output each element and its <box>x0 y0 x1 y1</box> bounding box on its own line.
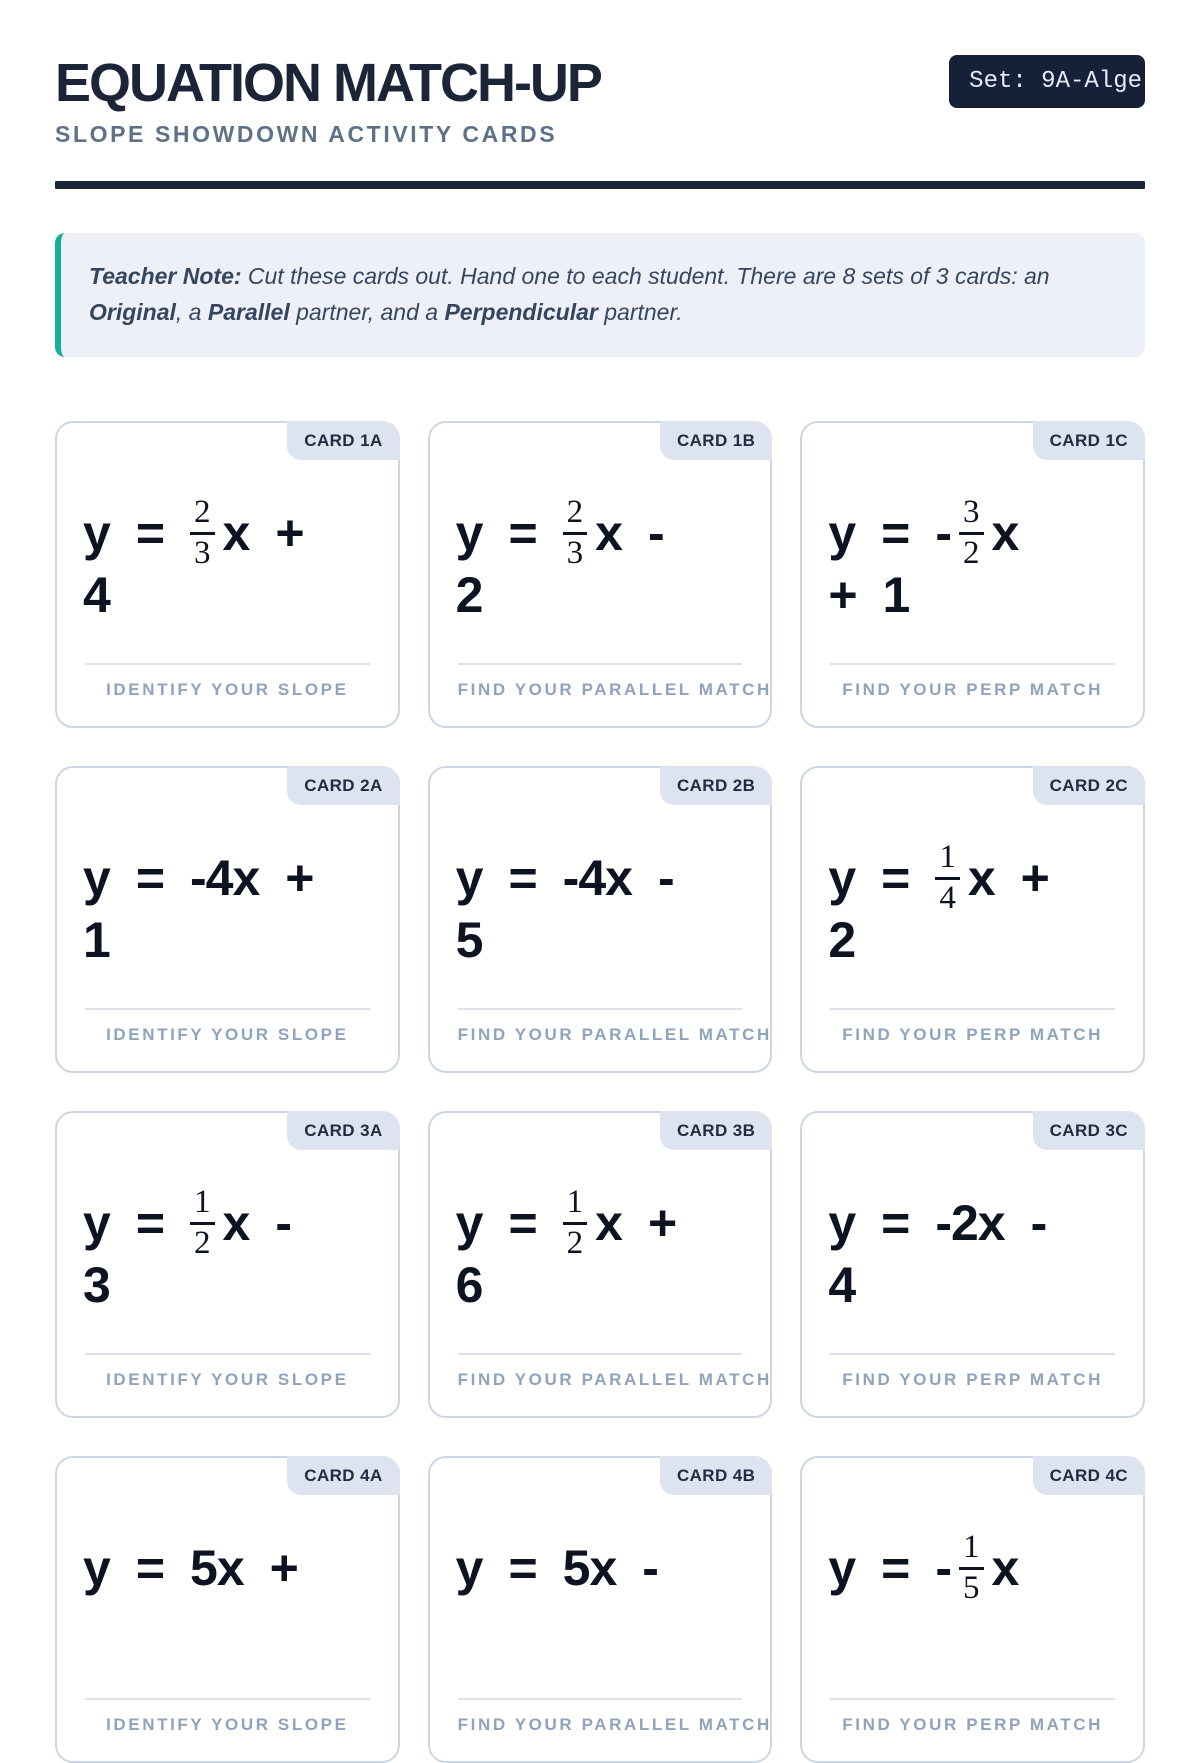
fraction-term <box>190 1186 249 1260</box>
equation-line <box>828 1192 1117 1254</box>
fraction-denominator: 4 <box>939 879 956 916</box>
equation-line <box>456 1537 745 1599</box>
card-equation <box>828 494 1117 626</box>
card <box>800 766 1145 1073</box>
fraction-denominator: 2 <box>963 534 980 571</box>
equation-term: 6 <box>455 1257 483 1314</box>
card-footer <box>457 1698 772 1735</box>
fraction-numerator: 1 <box>194 1184 211 1221</box>
card-badge: CARD 1A <box>287 421 399 460</box>
equation-term: 3 <box>83 1257 110 1314</box>
equation-term: - <box>657 850 674 907</box>
card-equation <box>456 847 745 971</box>
card-footer-label: IDENTIFY YOUR SLOPE <box>106 1025 349 1045</box>
card-footer-label: FIND YOUR PARALLEL MATCH <box>457 1025 772 1045</box>
card <box>428 1111 773 1418</box>
fraction-variable: x <box>222 505 250 562</box>
fraction-numerator: 1 <box>566 1184 584 1221</box>
equation-line <box>456 564 745 626</box>
fraction-numerator: 2 <box>194 494 211 531</box>
card-footer <box>830 1353 1115 1390</box>
equation-line <box>828 1529 1117 1606</box>
equation-term: -4x <box>190 850 260 907</box>
header <box>55 0 1145 148</box>
card-footer-label: IDENTIFY YOUR SLOPE <box>106 680 349 700</box>
card <box>800 421 1145 728</box>
note-bold-text: Parallel <box>207 299 290 326</box>
equation-line <box>456 909 745 971</box>
equation-term: - <box>647 505 664 562</box>
card-footer-label: IDENTIFY YOUR SLOPE <box>106 1370 349 1390</box>
set-badge: Set: 9A-Alge <box>949 55 1145 108</box>
fraction <box>563 1186 588 1260</box>
equation-line <box>83 564 372 626</box>
equation-line <box>83 909 372 971</box>
card-footer-label: FIND YOUR PARALLEL MATCH <box>457 1715 772 1735</box>
equation-term: - <box>1030 1195 1047 1252</box>
equation-term: 4 <box>828 1257 856 1314</box>
equation-line <box>828 564 1117 626</box>
card-equation <box>83 1184 372 1316</box>
card-badge: CARD 4B <box>660 1456 772 1495</box>
equation-line <box>455 1184 745 1261</box>
equation-term: = <box>508 1195 537 1252</box>
fraction <box>563 496 588 570</box>
fraction-variable: x <box>595 1195 622 1252</box>
fraction-term <box>563 496 622 570</box>
note-bold-text: Perpendicular <box>444 299 598 326</box>
equation-line <box>83 847 372 909</box>
equation-term: 2 <box>455 567 483 624</box>
equation-term: + <box>285 850 314 907</box>
fraction-sign: - <box>935 1540 951 1597</box>
page-title: EQUATION MATCH-UP <box>55 53 601 113</box>
equation-term: = <box>508 850 537 907</box>
fraction-variable: x <box>991 505 1019 562</box>
fraction <box>190 1186 215 1260</box>
equation-line <box>456 847 745 909</box>
equation-term: 1 <box>83 912 110 969</box>
equation-term: y <box>83 505 110 562</box>
fraction-numerator: 3 <box>963 494 980 531</box>
equation-term: = <box>508 505 537 562</box>
card-footer <box>830 1008 1115 1045</box>
header-rule <box>55 181 1145 189</box>
equation-term: = <box>881 850 910 907</box>
card-badge: CARD 2A <box>287 766 399 805</box>
card-badge: CARD 4A <box>287 1456 399 1495</box>
note-text: , a <box>175 299 208 326</box>
card-footer <box>457 1008 772 1045</box>
equation-term: = <box>881 505 910 562</box>
header-titles <box>55 54 601 148</box>
card-equation <box>828 1529 1117 1606</box>
fraction-denominator: 2 <box>194 1224 211 1261</box>
note-text: partner, and a <box>289 299 445 326</box>
card-badge: CARD 3A <box>287 1111 399 1150</box>
equation-term: 4 <box>83 567 110 624</box>
equation-term: 5x <box>562 1540 617 1597</box>
equation-line <box>828 1254 1117 1316</box>
fraction-numerator: 1 <box>963 1529 980 1566</box>
card-badge: CARD 1C <box>1033 421 1145 460</box>
card-equation <box>83 1537 372 1599</box>
equation-line <box>83 494 372 571</box>
fraction-denominator: 5 <box>963 1569 980 1606</box>
card <box>800 1111 1145 1418</box>
card-equation <box>828 1192 1117 1316</box>
equation-term: 2 <box>828 912 856 969</box>
equation-term: 1 <box>882 567 910 624</box>
card <box>55 1111 400 1418</box>
fraction-denominator: 3 <box>194 534 211 571</box>
card-footer-label: FIND YOUR PERP MATCH <box>842 1025 1104 1045</box>
card-footer <box>830 1698 1115 1735</box>
fraction-denominator: 3 <box>566 534 584 571</box>
card-footer <box>85 1008 370 1045</box>
equation-term: y <box>83 1195 110 1252</box>
equation-term: + <box>828 567 857 624</box>
cards-grid <box>55 421 1145 1763</box>
card-footer <box>457 663 772 700</box>
equation-line <box>828 839 1117 916</box>
equation-term: + <box>269 1540 298 1597</box>
card-equation <box>456 1537 745 1599</box>
card-badge: CARD 3B <box>660 1111 772 1150</box>
equation-line <box>83 1537 372 1599</box>
equation-term: = <box>508 1540 537 1597</box>
equation-line <box>455 494 745 571</box>
note-text: Cut these cards out. Hand one to each student. There are 8 sets of 3 cards: an <box>241 263 1050 290</box>
fraction-term <box>563 1186 622 1260</box>
equation-term: = <box>881 1540 910 1597</box>
equation-line <box>828 494 1117 571</box>
card-footer <box>85 663 370 700</box>
card <box>428 1456 773 1763</box>
teacher-note-text <box>89 258 1115 330</box>
equation-line <box>456 1254 745 1316</box>
fraction-denominator: 2 <box>566 1224 584 1261</box>
card-badge: CARD 4C <box>1033 1456 1145 1495</box>
card-equation <box>828 839 1117 971</box>
equation-term: y <box>828 850 856 907</box>
note-text: partner. <box>597 299 683 326</box>
fraction-numerator: 2 <box>566 494 584 531</box>
card-badge: CARD 2B <box>660 766 772 805</box>
fraction-variable: x <box>595 505 622 562</box>
equation-term: y <box>828 1195 856 1252</box>
card-badge: CARD 1B <box>660 421 772 460</box>
card-footer-label: FIND YOUR PARALLEL MATCH <box>457 1370 772 1390</box>
equation-term: = <box>135 1195 165 1252</box>
teacher-note <box>55 233 1145 357</box>
equation-term: y <box>828 505 856 562</box>
equation-term: y <box>83 1540 110 1597</box>
card-footer <box>85 1353 370 1390</box>
equation-line <box>83 1254 372 1316</box>
equation-term: + <box>1020 850 1049 907</box>
equation-term: -4x <box>562 850 632 907</box>
fraction-variable: x <box>222 1195 250 1252</box>
equation-term: = <box>881 1195 910 1252</box>
card <box>800 1456 1145 1763</box>
equation-line <box>83 1184 372 1261</box>
card <box>428 766 773 1073</box>
card-footer <box>457 1353 772 1390</box>
card-footer <box>85 1698 370 1735</box>
equation-term: 5x <box>190 1540 244 1597</box>
note-bold-text: Original <box>89 299 176 326</box>
card <box>428 421 773 728</box>
equation-term: y <box>455 505 483 562</box>
card <box>55 421 400 728</box>
card-footer <box>830 663 1115 700</box>
card-badge: CARD 2C <box>1033 766 1145 805</box>
equation-line <box>828 909 1117 971</box>
fraction-variable: x <box>967 850 995 907</box>
note-bold-text: Teacher Note: <box>89 263 242 290</box>
equation-term: + <box>275 505 304 562</box>
equation-term: -2x <box>935 1195 1005 1252</box>
card-footer-label: IDENTIFY YOUR SLOPE <box>106 1715 349 1735</box>
card-footer-label: FIND YOUR PERP MATCH <box>842 680 1104 700</box>
fraction-variable: x <box>991 1540 1019 1597</box>
card-footer-label: FIND YOUR PERP MATCH <box>842 1370 1104 1390</box>
equation-term: - <box>642 1540 658 1597</box>
card <box>55 766 400 1073</box>
equation-term: 5 <box>455 912 483 969</box>
fraction <box>959 496 984 570</box>
page-subtitle: SLOPE SHOWDOWN ACTIVITY CARDS <box>55 121 558 148</box>
fraction-numerator: 1 <box>939 839 956 876</box>
card-footer-label: FIND YOUR PARALLEL MATCH <box>457 680 772 700</box>
card-footer-label: FIND YOUR PERP MATCH <box>842 1715 1104 1735</box>
fraction-sign: - <box>935 505 951 562</box>
equation-term: = <box>135 850 165 907</box>
fraction <box>190 496 215 570</box>
card-badge: CARD 3C <box>1033 1111 1145 1150</box>
fraction-term <box>935 1531 1018 1605</box>
equation-term: + <box>647 1195 677 1252</box>
fraction-term <box>935 841 994 915</box>
equation-term: y <box>455 850 483 907</box>
fraction-term <box>190 496 249 570</box>
equation-term: - <box>275 1195 291 1252</box>
card-equation <box>83 494 372 626</box>
fraction-term <box>935 496 1018 570</box>
equation-term: = <box>135 1540 165 1597</box>
fraction <box>959 1531 984 1605</box>
equation-term: y <box>455 1540 483 1597</box>
card-equation <box>455 494 745 626</box>
card <box>55 1456 400 1763</box>
fraction <box>935 841 960 915</box>
equation-term: y <box>83 850 110 907</box>
card-equation <box>455 1184 745 1316</box>
equation-term: y <box>828 1540 856 1597</box>
card-equation <box>83 847 372 971</box>
equation-term: = <box>135 505 165 562</box>
equation-term: y <box>455 1195 483 1252</box>
